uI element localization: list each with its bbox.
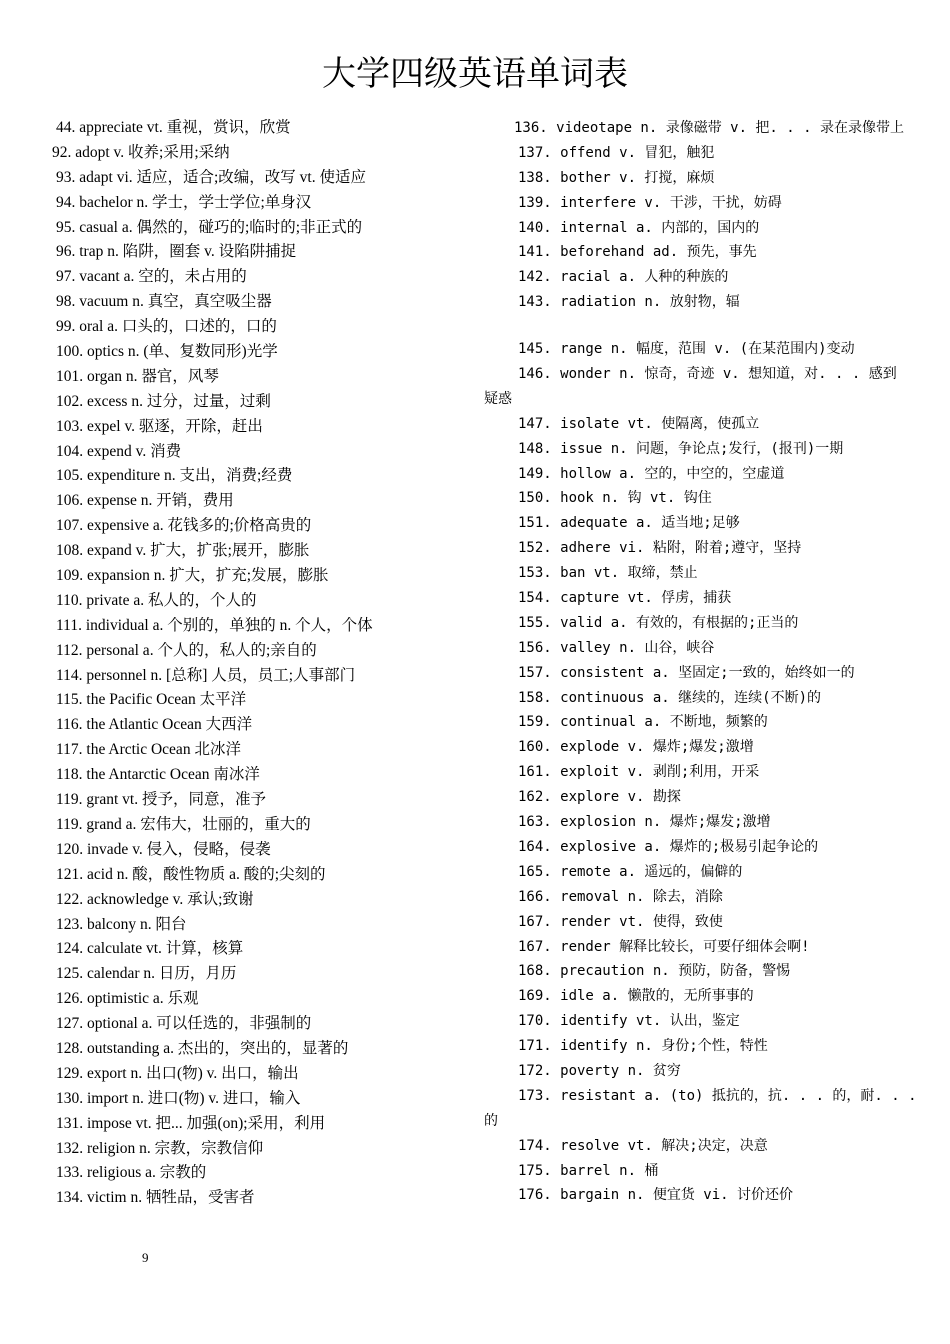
word-entry: 132. religion n. 宗教，宗教信仰 [56,1139,264,1157]
word-entry: 134. victim n. 牺牲品，受害者 [56,1189,255,1207]
word-entry: 153. ban vt. 取缔，禁止 [518,565,698,582]
word-entry: 139. interfere v. 干涉，干扰，妨碍 [518,194,782,211]
word-entry: 128. outstanding a. 杰出的，突出的，显著的 [56,1039,349,1057]
word-entry: 161. exploit v. 剥削;利用，开采 [518,764,760,781]
word-entry: 96. trap n. 陷阱，圈套 v. 设陷阱捕捉 [56,243,297,261]
word-entry: 115. the Pacific Ocean 太平洋 [56,691,247,709]
word-entry: 147. isolate vt. 使隔离，使孤立 [518,415,760,432]
word-entry: 92. adopt v. 收养;采用;采纳 [52,143,230,161]
word-entry: 94. bachelor n. 学士，学士学位;单身汉 [56,193,312,211]
word-entry: 167. render 解释比较长，可要仔细体会啊! [518,938,810,955]
word-entry: 98. vacuum n. 真空，真空吸尘器 [56,293,272,311]
word-entry: 112. personal a. 个人的，私人的;亲自的 [56,641,317,659]
word-entry: 143. radiation n. 放射物，辐 [518,294,740,311]
word-entry: 116. the Atlantic Ocean 大西洋 [56,716,253,734]
word-entry: 127. optional a. 可以任选的，非强制的 [56,1015,312,1033]
word-entry: 118. the Antarctic Ocean 南冰洋 [56,766,260,784]
word-entry: 152. adhere vi. 粘附，附着;遵守，坚持 [518,540,802,557]
word-entry: 160. explode v. 爆炸;爆发;激增 [518,739,754,756]
word-entry [484,315,930,337]
word-entry: 133. religious a. 宗教的 [56,1164,207,1182]
word-entry: 156. valley n. 山谷，峡谷 [518,639,715,656]
word-entry: 141. beforehand ad. 预先，事先 [518,244,757,261]
word-entry: 125. calendar n. 日历，月历 [56,965,237,983]
word-entry: 107. expensive a. 花钱多的;价格高贵的 [56,517,312,535]
word-entry: 114. personnel n. [总称] 人员，员工;人事部门 [56,666,356,684]
word-entry: 104. expend v. 消费 [56,442,182,460]
word-entry: 126. optimistic a. 乐观 [56,990,199,1008]
word-entry: 的 [484,1112,498,1129]
word-entry: 106. expense n. 开销，费用 [56,492,234,510]
word-entry: 108. expand v. 扩大，扩张;展开，膨胀 [56,542,310,560]
word-entry: 93. adapt vi. 适应，适合;改编，改写 vt. 使适应 [56,168,366,186]
word-entry: 111. individual a. 个别的，单独的 n. 个人，个体 [56,616,373,634]
left-word-column [52,116,472,1211]
word-entry: 148. issue n. 问题，争论点;发行，(报刊)一期 [518,440,844,457]
word-entry: 140. internal a. 内部的，国内的 [518,219,760,236]
word-entry: 162. explore v. 勘探 [518,789,681,806]
word-entry: 129. export n. 出口(物) v. 出口，输出 [56,1064,299,1082]
word-entry: 176. bargain n. 便宜货 vi. 讨价还价 [518,1187,794,1204]
right-word-column [484,116,930,1208]
page-title: 大学四级英语单词表 [322,54,628,94]
word-entry: 166. removal n. 除去，消除 [518,888,723,905]
word-entry: 155. valid a. 有效的，有根据的;正当的 [518,614,799,631]
word-entry: 105. expenditure n. 支出，消费;经费 [56,467,293,485]
word-entry: 101. organ n. 器官，风琴 [56,367,219,385]
word-entry: 117. the Arctic Ocean 北冰洋 [56,741,241,759]
word-entry: 172. poverty n. 贫穷 [518,1062,681,1079]
word-entry: 169. idle a. 懒散的，无所事事的 [518,988,754,1005]
word-entry: 136. videotape n. 录像磁带 v. 把. . . 录在录像带上 [514,120,905,136]
word-entry: 157. consistent a. 坚固定;一致的，始终如一的 [518,664,855,681]
word-entry: 100. optics n. (单、复数同形)光学 [56,343,278,361]
word-entry: 171. identify n. 身份;个性，特性 [518,1038,768,1055]
word-entry: 120. invade v. 侵入，侵略，侵袭 [56,840,271,858]
word-entry: 138. bother v. 打搅，麻烦 [518,169,715,186]
word-entry: 102. excess n. 过分，过量，过剩 [56,392,271,410]
word-entry: 119. grant vt. 授予，同意，准予 [56,791,266,809]
word-entry: 158. continuous a. 继续的，连续(不断)的 [518,689,822,706]
word-entry: 119. grand a. 宏伟大，壮丽的，重大的 [56,815,311,833]
word-entry: 142. racial a. 人种的种族的 [518,269,729,286]
word-entry: 168. precaution n. 预防，防备，警惕 [518,963,791,980]
word-entry: 137. offend v. 冒犯，触犯 [518,144,715,161]
word-entry: 159. continual a. 不断地，频繁的 [518,714,768,731]
word-entry: 167. render vt. 使得，致使 [518,913,723,930]
word-entry: 170. identify vt. 认出，鉴定 [518,1013,740,1030]
word-entry: 44. appreciate vt. 重视，赏识，欣赏 [56,119,291,136]
word-entry: 97. vacant a. 空的，未占用的 [56,268,247,286]
word-entry: 151. adequate a. 适当地;足够 [518,515,740,532]
word-entry: 150. hook n. 钩 vt. 钩住 [518,490,712,507]
word-entry: 121. acid n. 酸，酸性物质 a. 酸的;尖刻的 [56,865,326,883]
word-entry: 95. casual a. 偶然的，碰巧的;临时的;非正式的 [56,218,363,236]
word-entry: 145. range n. 幅度，范围 v. (在某范围内)变动 [518,341,855,358]
word-entry: 154. capture vt. 俘虏，捕获 [518,590,732,607]
word-entry: 123. balcony n. 阳台 [56,915,187,933]
word-entry: 131. impose vt. 把... 加强(on);采用，利用 [56,1114,326,1132]
word-entry: 99. oral a. 口头的，口述的，口的 [56,318,277,336]
word-entry: 122. acknowledge v. 承认;致谢 [56,890,254,908]
page-number: 9 [142,1250,149,1265]
word-entry: 疑惑 [484,390,512,407]
word-entry: 163. explosion n. 爆炸;爆发;激增 [518,814,771,831]
word-entry: 146. wonder n. 惊奇，奇迹 v. 想知道，对. . . 感到 [518,366,897,383]
word-entry: 103. expel v. 驱逐，开除，赶出 [56,417,263,435]
word-entry: 130. import n. 进口(物) v. 进口，输入 [56,1089,301,1107]
word-entry: 173. resistant a. (to) 抵抗的，抗. . . 的，耐. . . [518,1087,917,1104]
word-entry: 165. remote a. 遥远的，偏僻的 [518,863,743,880]
word-entry: 175. barrel n. 桶 [518,1162,659,1179]
word-entry: 109. expansion n. 扩大，扩充;发展，膨胀 [56,567,329,585]
word-entry: 164. explosive a. 爆炸的;极易引起争论的 [518,838,819,855]
word-entry: 110. private a. 私人的，个人的 [56,591,257,609]
word-entry: 124. calculate vt. 计算，核算 [56,940,244,958]
word-entry: 149. hollow a. 空的，中空的，空虚道 [518,465,785,482]
word-entry: 174. resolve vt. 解决;决定，决意 [518,1137,768,1154]
